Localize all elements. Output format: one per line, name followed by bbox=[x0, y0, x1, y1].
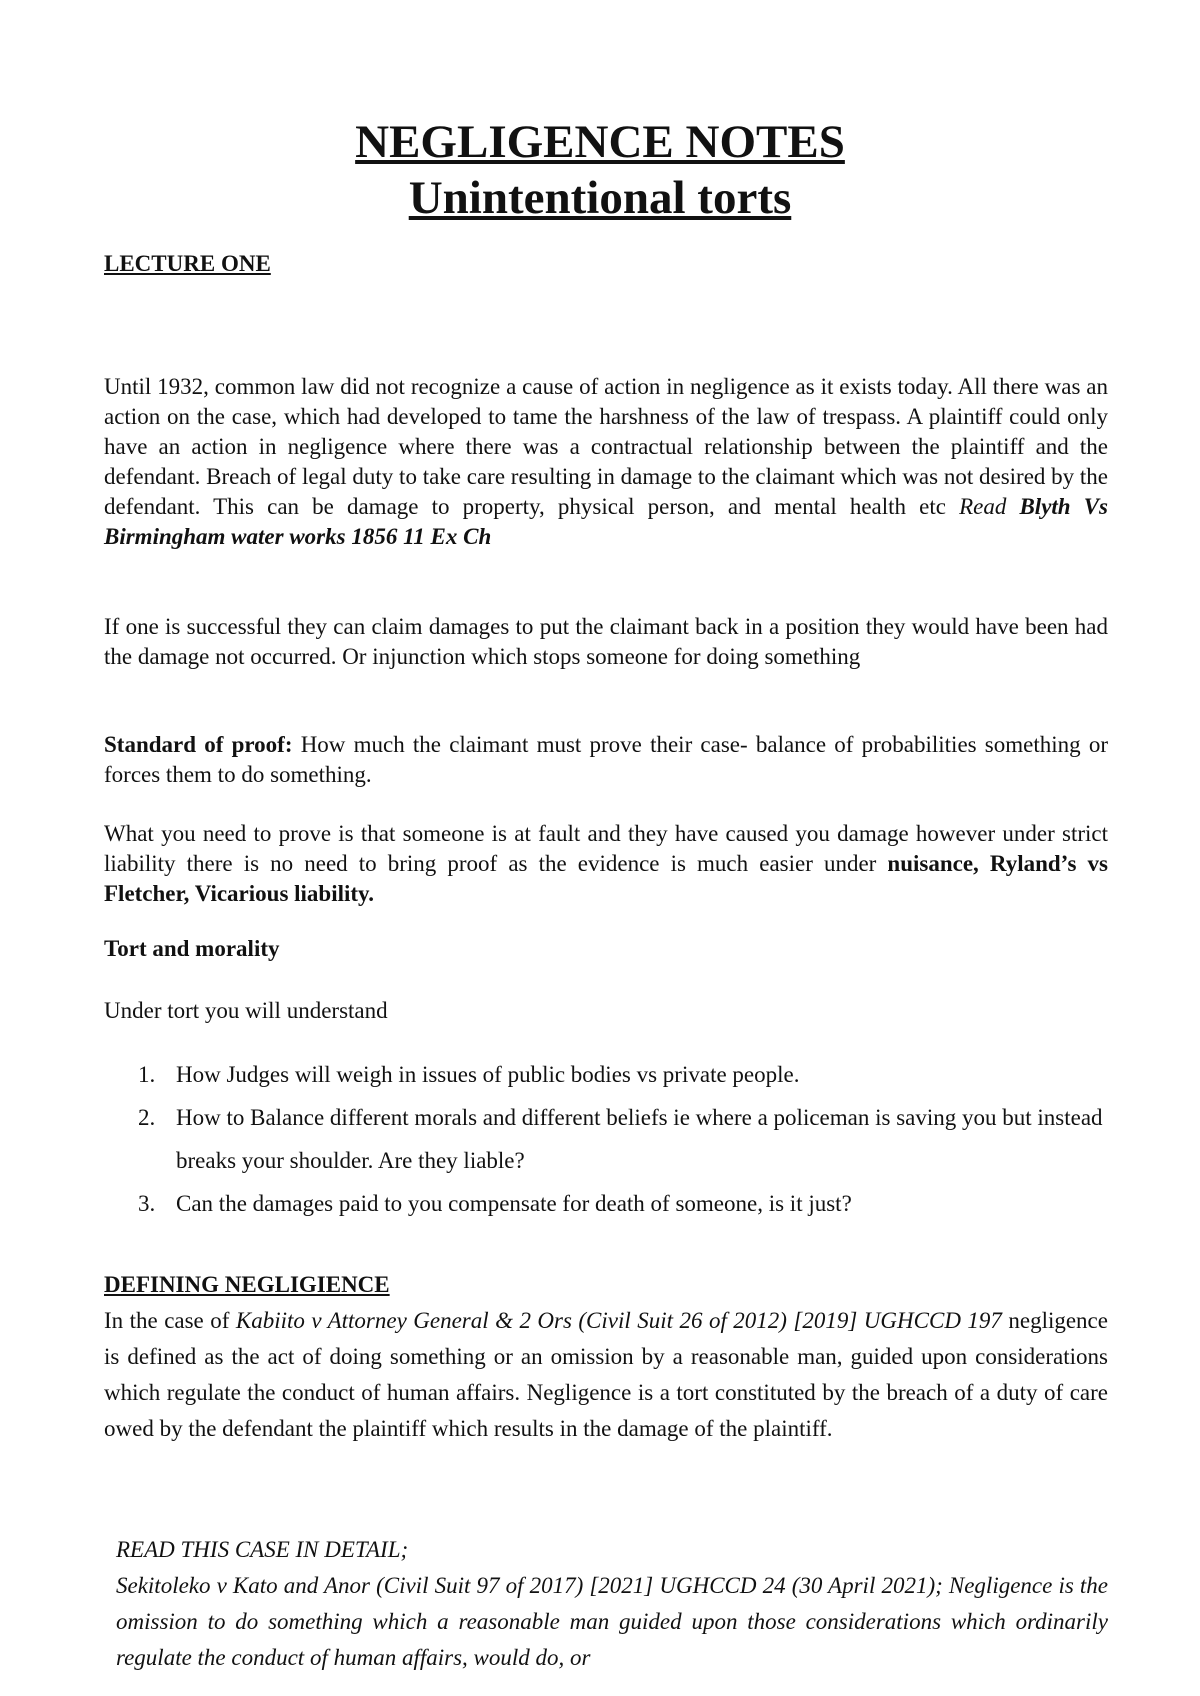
standard-of-proof-label: Standard of proof: bbox=[104, 732, 293, 757]
intro-paragraph bbox=[104, 372, 1108, 552]
list-item-text: How Judges will weigh in issues of public bodies vs private people. bbox=[176, 1062, 800, 1087]
page-title: NEGLIGENCE NOTES bbox=[355, 116, 845, 168]
list-item bbox=[104, 1182, 1108, 1225]
page-subtitle: Unintentional torts bbox=[408, 172, 792, 224]
fault-bold-tail: nuisance, Ryland’s vs Fletcher, Vicarious liability. bbox=[104, 851, 1108, 906]
read-case-text: Sekitoleko v Kato and Anor (Civil Suit 97 of 2017) [2021] UGHCCD 24 (30 April 2021); Negligence is the omission to do something which a reasonable man guided upon those considerations which ordinarily regulate the conduct of human affairs, would do, or bbox=[116, 1573, 1108, 1670]
fault-paragraph bbox=[104, 819, 1108, 909]
list-item-number: 3. bbox=[138, 1191, 156, 1216]
list-item bbox=[104, 1096, 1108, 1182]
defining-negligence-paragraph bbox=[104, 1303, 1108, 1447]
intro-read-label: Read bbox=[959, 494, 1020, 519]
standard-of-proof-text: How much the claimant must prove their case- balance of probabilities something or forces them to do something. bbox=[104, 732, 1108, 787]
remedies-paragraph: If one is successful they can claim damages to put the claimant back in a position they would have been had the damage not occurred. Or injunction which stops someone for doing something bbox=[104, 614, 1108, 669]
tort-morality-list bbox=[104, 1053, 1108, 1225]
read-case-heading: READ THIS CASE IN DETAIL; bbox=[116, 1537, 409, 1562]
defining-negligence-heading: DEFINING NEGLIGIENCE bbox=[104, 1272, 390, 1297]
tort-morality-heading: Tort and morality bbox=[104, 936, 280, 961]
defining-case-reference: Kabiito v Attorney General & 2 Ors (Civil Suit 26 of 2012) [2019] UGHCCD 197 bbox=[235, 1308, 1002, 1333]
lecture-heading: LECTURE ONE bbox=[104, 251, 271, 276]
list-item bbox=[104, 1053, 1108, 1096]
intro-case-reference: Blyth Vs Birmingham water works 1856 11 Ex Ch bbox=[104, 494, 1108, 549]
intro-text: Until 1932, common law did not recognize a cause of action in negligence as it exists today. All there was an action on the case, which had developed to tame the harshness of the law of trespass. A plaintiff could only have an action in negligence where there was a contractual relationship between the plaintiff and the defendant. Breach of legal duty to take care resulting in damage to the claimant which was not desired by the defendant. This can be damage to property, physical person, and mental health etc bbox=[104, 374, 1108, 519]
fault-text: What you need to prove is that someone is at fault and they have caused you damage however under strict liability there is no need to bring proof as the evidence is much easier under bbox=[104, 821, 1108, 876]
list-item-number: 1. bbox=[138, 1062, 156, 1087]
list-item-number: 2. bbox=[138, 1105, 156, 1130]
defining-lead: In the case of bbox=[104, 1308, 236, 1333]
read-case-block bbox=[116, 1532, 1108, 1676]
defining-text: negligence is defined as the act of doing something or an omission by a reasonable man, guided upon considerations which regulate the conduct of human affairs. Negligence is a tort constituted by the breach of a duty of care owed by the defendant the plaintiff which results in the damage of the plaintiff. bbox=[104, 1308, 1108, 1441]
tort-morality-intro: Under tort you will understand bbox=[104, 998, 388, 1023]
list-item-text: Can the damages paid to you compensate for death of someone, is it just? bbox=[176, 1191, 852, 1216]
standard-of-proof-paragraph bbox=[104, 730, 1108, 790]
list-item-text: How to Balance different morals and different beliefs ie where a policeman is saving you but instead breaks your shoulder. Are they liable? bbox=[176, 1105, 1103, 1173]
